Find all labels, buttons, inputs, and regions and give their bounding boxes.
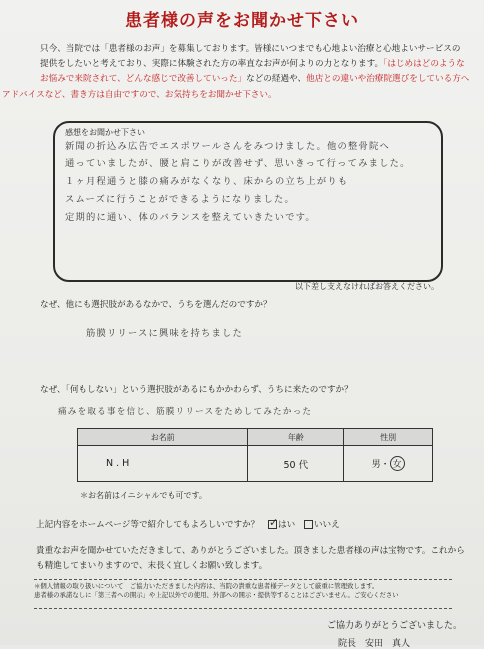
intro-line-3a: お悩みで来院されて、どんな感じで改善していった」 — [40, 74, 247, 85]
privacy-line-1: ＊個人情報の取り扱いについて ご協力いただきました内容は、当院の貴重な患者様データとして厳重に管理致します。 — [34, 582, 379, 590]
signature: 院長 安田 真人 — [338, 639, 411, 649]
intro-line-2a: 提供をしたいと考えており、実際に体験された方の率直なお声が何よりの力となります。 — [40, 59, 384, 70]
privacy-top-divider — [34, 579, 452, 580]
consent-no-label: いいえ — [313, 520, 340, 530]
answer-1: 筋膜リリースに興味を持ちました — [86, 328, 243, 339]
intro-line-3 — [40, 72, 470, 87]
intro-line-4-text: アドバイスなど、書き方は自由ですので、お気持ちをお聞かせ下さい。 — [2, 89, 277, 100]
feedback-line-2: 通っていましたが、腰と肩こりが改善せず、思いきって行ってみました。 — [65, 158, 411, 169]
thanks-text — [36, 544, 476, 573]
question-1: なぜ、他にも選択肢があるなかで、うちを選んだのですか？ — [40, 300, 272, 310]
privacy-notice — [34, 582, 452, 599]
intro-line-3c: 他店との違いや治療院選びをしている方へ — [306, 74, 470, 85]
page-title: 患者様の声をお聞かせ下さい — [125, 11, 359, 31]
intro-line-1: 只今、当院では「患者様のお声」を募集しております。皆様にいつまでも心地よい治療と心地よいサービスの — [40, 44, 461, 54]
consent-yes-checkbox[interactable] — [268, 516, 279, 529]
feedback-line-4: スムーズに行うことができるようになりました。 — [65, 194, 296, 205]
intro-line-4 — [2, 88, 470, 103]
feedback-box — [53, 121, 443, 282]
gender-header: 性別 — [344, 429, 433, 446]
age-value: 50 代 — [248, 446, 344, 482]
closing-text: ご協力ありがとうございました。 — [326, 621, 462, 631]
thanks-line-1: 貴重なお声を聞かせていただきまして、ありがとうございました。頂きました患者様の声は宝物です。これから — [36, 546, 465, 556]
optional-note: 以下差し支えなければお答えください。 — [295, 282, 439, 291]
age-header: 年齢 — [248, 429, 344, 446]
initials-note: ＊お名前はイニシャルでも可です。 — [80, 491, 207, 500]
patient-info-table — [77, 428, 433, 482]
name-header: お名前 — [78, 429, 248, 446]
answer-2: 痛みを取る事を信じ、筋膜リリースをためしてみたかった — [58, 407, 313, 417]
gender-value — [344, 446, 433, 482]
gender-female-circled: 女 — [390, 456, 405, 471]
consent-question — [36, 518, 340, 530]
feedback-line-1: 新聞の折込み広告でエスポワールさんをみつけました。他の整骨院へ — [65, 141, 391, 152]
intro-line-3b: などの経過や、 — [246, 74, 307, 85]
consent-no-checkbox[interactable] — [304, 520, 313, 529]
intro-line-2b: 「はじめはどのような — [383, 59, 465, 70]
privacy-bottom-divider — [34, 608, 452, 609]
check-mark-icon: ✓ — [269, 516, 279, 529]
name-value: N . H — [78, 446, 248, 482]
gender-separator: ・ — [380, 460, 390, 470]
feedback-line-3: １ヶ月程通うと膝の痛みがなくなり、床からの立ち上がりも — [65, 176, 349, 187]
feedback-line-5: 定期的に通い、体のバランスを整えていきたいです。 — [65, 212, 316, 223]
consent-question-text: 上記内容をホームページ等で紹介してもよろしいですか？ — [36, 520, 260, 530]
privacy-line-2: 患者様の承諾なしに「第三者への開示」や上記以外での使用、外部への開示・提供等することはございません。ご安心ください — [34, 590, 399, 599]
gender-male: 男 — [371, 460, 381, 470]
intro-line-2 — [40, 57, 470, 72]
question-2: なぜ、「何もしない」という選択肢があるにもかかわらず、うちに来たのですか？ — [40, 385, 353, 395]
intro-text — [2, 42, 470, 103]
consent-yes-label: はい — [278, 520, 296, 530]
feedback-box-label: 感想をお聞かせ下さい — [65, 128, 145, 137]
thanks-line-2: も精進してまいりますので、末長く宜しくお願い致します。 — [36, 560, 268, 571]
